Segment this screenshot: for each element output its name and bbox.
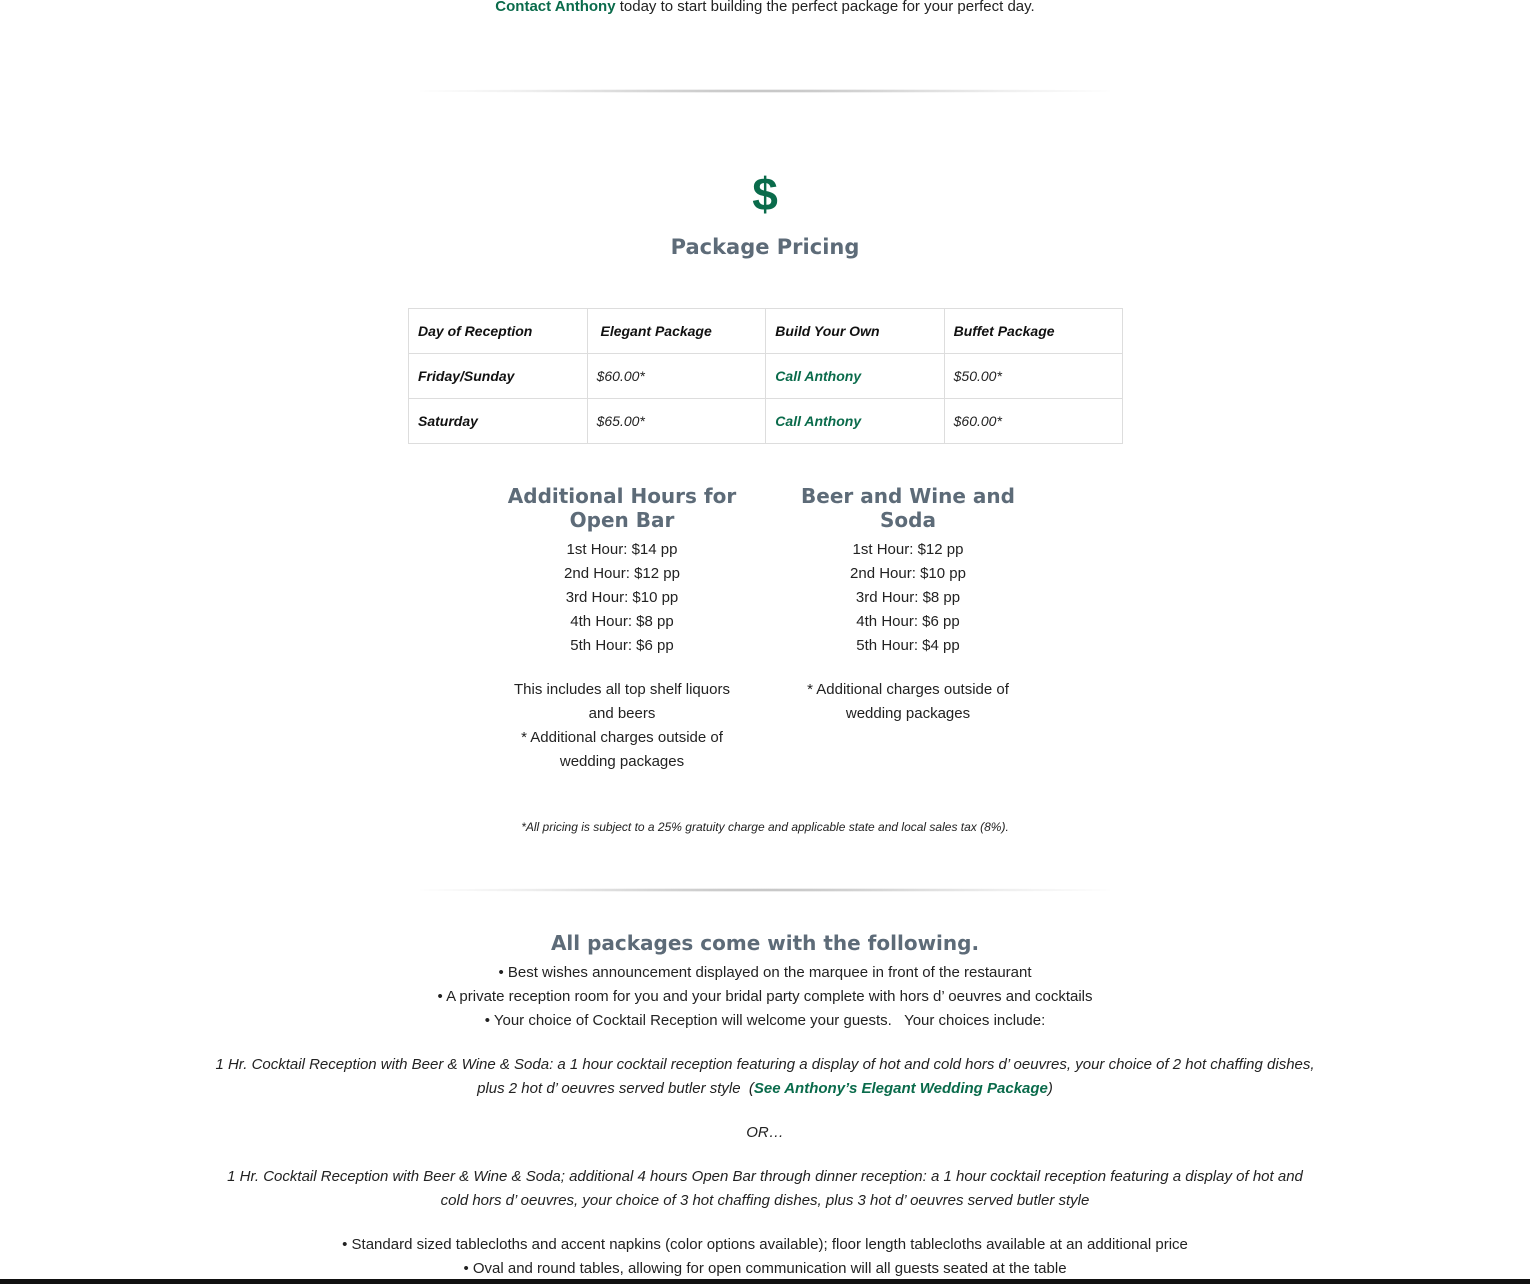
open-bar-section xyxy=(502,484,742,774)
option-1-end: ) xyxy=(1047,1080,1053,1097)
beer-wine-section xyxy=(782,484,1034,726)
contact-anthony-link[interactable]: Contact Anthony xyxy=(495,0,616,15)
cocktail-option-2: 1 Hr. Cocktail Reception with Beer & Wine & Soda; additional 4 hours Open Bar through dinner reception: a 1 hour cocktail reception featuring a display of hot and cold hors d’ oeuvres, your choice of 3 hot chaffing dishes, plus 3 hot d’ oeuvres served butler style xyxy=(227,1168,1303,1209)
open-bar-title: Additional Hours for Open Bar xyxy=(507,484,737,532)
beer-wine-title: Beer and Wine and Soda xyxy=(801,484,1015,532)
list-item: 3rd Hour: $8 pp xyxy=(855,589,961,606)
table-cell-price: $60.00* xyxy=(587,354,766,399)
pricing-table xyxy=(408,308,1123,444)
divider-top xyxy=(420,89,1110,93)
call-anthony-link[interactable]: Call Anthony xyxy=(775,368,862,384)
list-item: • Standard sized tablecloths and accent napkins (color options available); floor length tablecloths available at an additional price xyxy=(342,1236,1188,1253)
dollar-icon: $ xyxy=(752,168,778,220)
table-header-cell: Buffet Package xyxy=(944,309,1122,354)
table-cell-price: $50.00* xyxy=(944,354,1122,399)
table-row xyxy=(409,399,1123,444)
table-header-cell: Elegant Package xyxy=(587,309,766,354)
table-cell-day: Friday/Sunday xyxy=(409,354,588,399)
list-item: 2nd Hour: $10 pp xyxy=(850,565,966,582)
list-item: 5th Hour: $4 pp xyxy=(856,637,960,654)
pricing-footnote: *All pricing is subject to a 25% gratuity charge and applicable state and local sales tax (8%). xyxy=(521,820,1009,834)
table-cell-price: $65.00* xyxy=(587,399,766,444)
list-item: 3rd Hour: $10 pp xyxy=(565,589,679,606)
table-cell-price: $60.00* xyxy=(944,399,1122,444)
list-item: 5th Hour: $6 pp xyxy=(570,637,674,654)
pricing-title: Package Pricing xyxy=(670,235,860,259)
beer-wine-charges-note: * Additional charges outside of wedding packages xyxy=(807,681,1009,722)
included-bullets-2 xyxy=(0,1233,1530,1281)
intro-line xyxy=(0,0,1530,17)
list-item: • A private reception room for you and your bridal party complete with hors d’ oeuvres and cocktails xyxy=(437,988,1093,1005)
included-title: All packages come with the following. xyxy=(550,931,980,955)
list-item: 2nd Hour: $12 pp xyxy=(564,565,680,582)
list-item: 1st Hour: $12 pp xyxy=(852,541,964,558)
list-item: • Best wishes announcement displayed on the marquee in front of the restaurant xyxy=(498,964,1032,981)
bottom-bar xyxy=(0,1279,1530,1284)
included-bullets xyxy=(0,961,1530,1033)
list-item: • Your choice of Cocktail Reception will welcome your guests. Your choices include: xyxy=(484,1012,1046,1029)
or-separator: OR… xyxy=(746,1124,784,1141)
table-header-cell: Day of Reception xyxy=(409,309,588,354)
table-header-row xyxy=(409,309,1123,354)
open-bar-note: This includes all top shelf liquors and beers xyxy=(514,681,730,722)
cocktail-option-1 xyxy=(215,1053,1319,1101)
elegant-package-link[interactable]: See Anthony’s Elegant Wedding Package xyxy=(753,1080,1048,1097)
table-header-cell: Build Your Own xyxy=(766,309,944,354)
list-item: 4th Hour: $6 pp xyxy=(856,613,960,630)
list-item: 1st Hour: $14 pp xyxy=(566,541,678,558)
table-cell-day: Saturday xyxy=(409,399,588,444)
call-anthony-link[interactable]: Call Anthony xyxy=(775,413,862,429)
option-1-text: 1 Hr. Cocktail Reception with Beer & Wine & Soda: a 1 hour cocktail reception featuring a display of hot and cold hors d’ oeuvres, your choice of 2 hot chaffing dishes, plus 2 hot d’ oeuvres served butler style ( xyxy=(215,1056,1319,1097)
intro-text: today to start building the perfect package for your perfect day. xyxy=(615,0,1035,15)
list-item: 4th Hour: $8 pp xyxy=(570,613,674,630)
table-row xyxy=(409,354,1123,399)
open-bar-charges-note: * Additional charges outside of wedding packages xyxy=(521,729,723,770)
divider-middle xyxy=(420,888,1110,892)
list-item: • Oval and round tables, allowing for open communication will all guests seated at the table xyxy=(463,1260,1067,1277)
